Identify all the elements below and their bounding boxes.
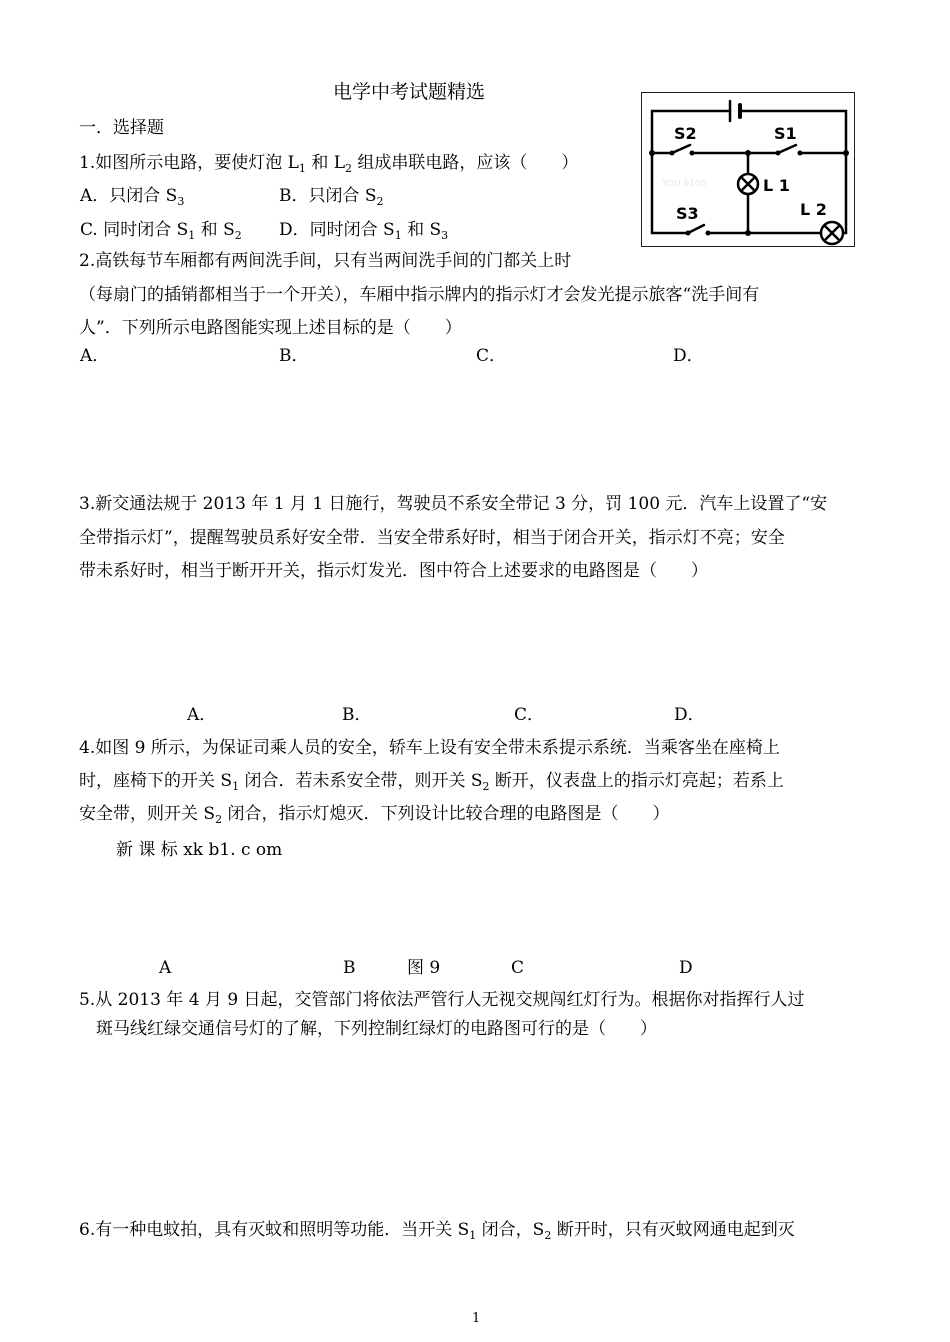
q2-line-3: 人”．下列所示电路图能实现上述目标的是（ ）	[79, 318, 462, 338]
q3-line-2: 全带指示灯”，提醒驾驶员系好安全带．当安全带系好时，相当于闭合开关，指示灯不亮；安全	[79, 528, 785, 548]
q4-option-c: C	[511, 958, 525, 978]
faint-watermark: YOU 6100	[662, 179, 707, 189]
q2-option-a: A．	[80, 346, 110, 366]
label-l2: L 2	[800, 200, 827, 219]
lamp-l1-icon	[738, 174, 758, 194]
q1-option-a: A．只闭合 $S_3$	[80, 186, 185, 208]
lamp-l2-icon	[821, 222, 843, 244]
q2-option-b: B．	[279, 346, 309, 366]
q1-option-d: D．同时闭合 $S_1$ 和 $S_3$	[279, 220, 449, 242]
page-number: 1	[472, 1311, 481, 1326]
label-l1: L 1	[763, 176, 790, 195]
q4-option-a: A	[159, 958, 172, 978]
page-title: 电学中考试题精选	[333, 81, 486, 103]
q1-circuit-diagram	[641, 92, 855, 247]
q3-option-b: B．	[342, 705, 372, 725]
q5-line-1: 5.从 2013 年 4 月 9 日起，交管部门将依法严管行人无视交规闯红灯行为。根据你对指挥行人过	[79, 990, 805, 1010]
label-s3: S3	[676, 204, 699, 223]
q4-option-b: B	[343, 958, 356, 978]
q5-line-2: 斑马线红绿交通信号灯的了解，下列控制红绿灯的电路图可行的是（ ）	[96, 1019, 657, 1039]
q6-line-1: 6.有一种电蚊拍，具有灭蚊和照明等功能．当开关 $S_1$ 闭合，$S_2$ 断开时，只有灭蚊网通电起到灭	[79, 1220, 795, 1242]
q2-line-1: 2.高铁每节车厢都有两间洗手间，只有当两间洗手间的门都关上时	[79, 251, 572, 271]
section-heading: 一．选择题	[79, 118, 164, 138]
q3-option-a: A．	[187, 705, 217, 725]
q3-line-1: 3.新交通法规于 2013 年 1 月 1 日施行，驾驶员不系安全带记 3 分，罚 100 元．汽车上设置了“安	[79, 494, 828, 514]
q4-line-3: 安全带，则开关 $S_2$ 闭合，指示灯熄灭．下列设计比较合理的电路图是（ ）	[79, 804, 670, 826]
q4-figure-label: 图 9	[407, 958, 441, 978]
q2-line-2: （每扇门的插销都相当于一个开关），车厢中指示牌内的指示灯才会发光提示旅客“洗手间有	[79, 285, 760, 305]
source-watermark: 新 课 标 xk b1. c om	[116, 840, 283, 860]
q3-option-c: C．	[514, 705, 545, 725]
q3-line-3: 带未系好时，相当于断开开关，指示灯发光．图中符合上述要求的电路图是（ ）	[79, 561, 708, 581]
label-s2: S2	[674, 124, 697, 143]
q3-option-d: D．	[674, 705, 705, 725]
label-s1: S1	[774, 124, 797, 143]
q1-stem: 1.如图所示电路，要使灯泡 $L_1$ 和 $L_2$ 组成串联电路，应该（ ）	[79, 153, 579, 175]
q2-option-c: C．	[476, 346, 507, 366]
circuit-svg	[642, 93, 854, 246]
q4-option-d: D	[679, 958, 693, 978]
q1-option-b: B．只闭合 $S_2$	[279, 186, 384, 208]
q4-line-1: 4.如图 9 所示，为保证司乘人员的安全，轿车上设有安全带未系提示系统．当乘客坐在座椅上	[79, 738, 780, 758]
q2-option-d: D．	[673, 346, 704, 366]
q1-option-c: C. 同时闭合 $S_1$ 和 $S_2$	[80, 220, 242, 242]
q4-line-2: 时，座椅下的开关 $S_1$ 闭合．若未系安全带，则开关 $S_2$ 断开，仪表盘上的指示灯亮起；若系上	[79, 771, 784, 793]
